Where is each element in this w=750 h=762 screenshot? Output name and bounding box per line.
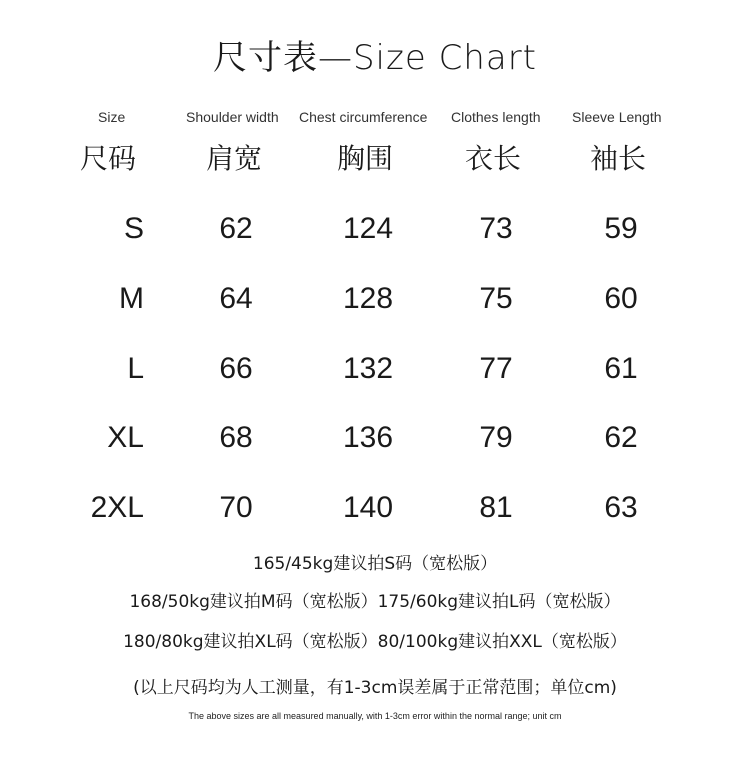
cell-chest: 132 bbox=[342, 352, 394, 385]
cell-chest: 128 bbox=[342, 282, 394, 315]
cell-size: XL bbox=[107, 421, 144, 454]
header-shoulder-cn: 肩宽 bbox=[206, 142, 263, 175]
page-title: 尺寸表—Size Chart bbox=[212, 38, 538, 78]
cell-shoulder: 64 bbox=[219, 282, 253, 315]
header-chest-cn: 胸围 bbox=[337, 142, 394, 175]
cell-length: 81 bbox=[479, 491, 513, 524]
cell-shoulder: 66 bbox=[219, 352, 253, 385]
header-size-en: Size bbox=[98, 109, 126, 125]
cell-size: L bbox=[127, 352, 144, 385]
header-length-cn: 衣长 bbox=[465, 142, 522, 175]
cell-sleeve: 60 bbox=[604, 282, 638, 315]
cell-chest: 140 bbox=[342, 491, 394, 524]
cell-chest: 136 bbox=[342, 421, 394, 454]
measurement-note-en: The above sizes are all measured manually, with 1-3cm error within the normal range; unit cm bbox=[188, 711, 562, 721]
header-sleeve-en: Sleeve Length bbox=[572, 109, 662, 125]
cell-length: 75 bbox=[479, 282, 513, 315]
cell-chest: 124 bbox=[342, 212, 394, 245]
header-shoulder-en: Shoulder width bbox=[186, 109, 279, 125]
header-sleeve-cn: 袖长 bbox=[590, 142, 647, 175]
cell-length: 79 bbox=[479, 421, 513, 454]
recommendation-line: 168/50kg建议拍M码（宽松版）175/60kg建议拍L码（宽松版） bbox=[129, 592, 621, 612]
cell-shoulder: 68 bbox=[219, 421, 253, 454]
measurement-note-cn: (以上尺码均为人工测量，有1-3cm误差属于正常范围；单位cm) bbox=[133, 678, 617, 698]
cell-length: 77 bbox=[479, 352, 513, 385]
cell-size: M bbox=[119, 282, 144, 315]
header-size-cn: 尺码 bbox=[80, 142, 137, 175]
cell-size: S bbox=[123, 212, 144, 245]
cell-shoulder: 70 bbox=[219, 491, 253, 524]
cell-sleeve: 59 bbox=[604, 212, 638, 245]
recommendation-line: 180/80kg建议拍XL码（宽松版）80/100kg建议拍XXL（宽松版） bbox=[123, 632, 627, 652]
cell-shoulder: 62 bbox=[219, 212, 253, 245]
cell-sleeve: 62 bbox=[604, 421, 638, 454]
cell-sleeve: 61 bbox=[604, 352, 638, 385]
header-chest-en: Chest circumference bbox=[299, 109, 428, 125]
recommendation-line: 165/45kg建议拍S码（宽松版） bbox=[252, 554, 498, 574]
cell-sleeve: 63 bbox=[604, 491, 638, 524]
cell-size: 2XL bbox=[90, 491, 144, 524]
header-length-en: Clothes length bbox=[451, 109, 541, 125]
cell-length: 73 bbox=[479, 212, 513, 245]
